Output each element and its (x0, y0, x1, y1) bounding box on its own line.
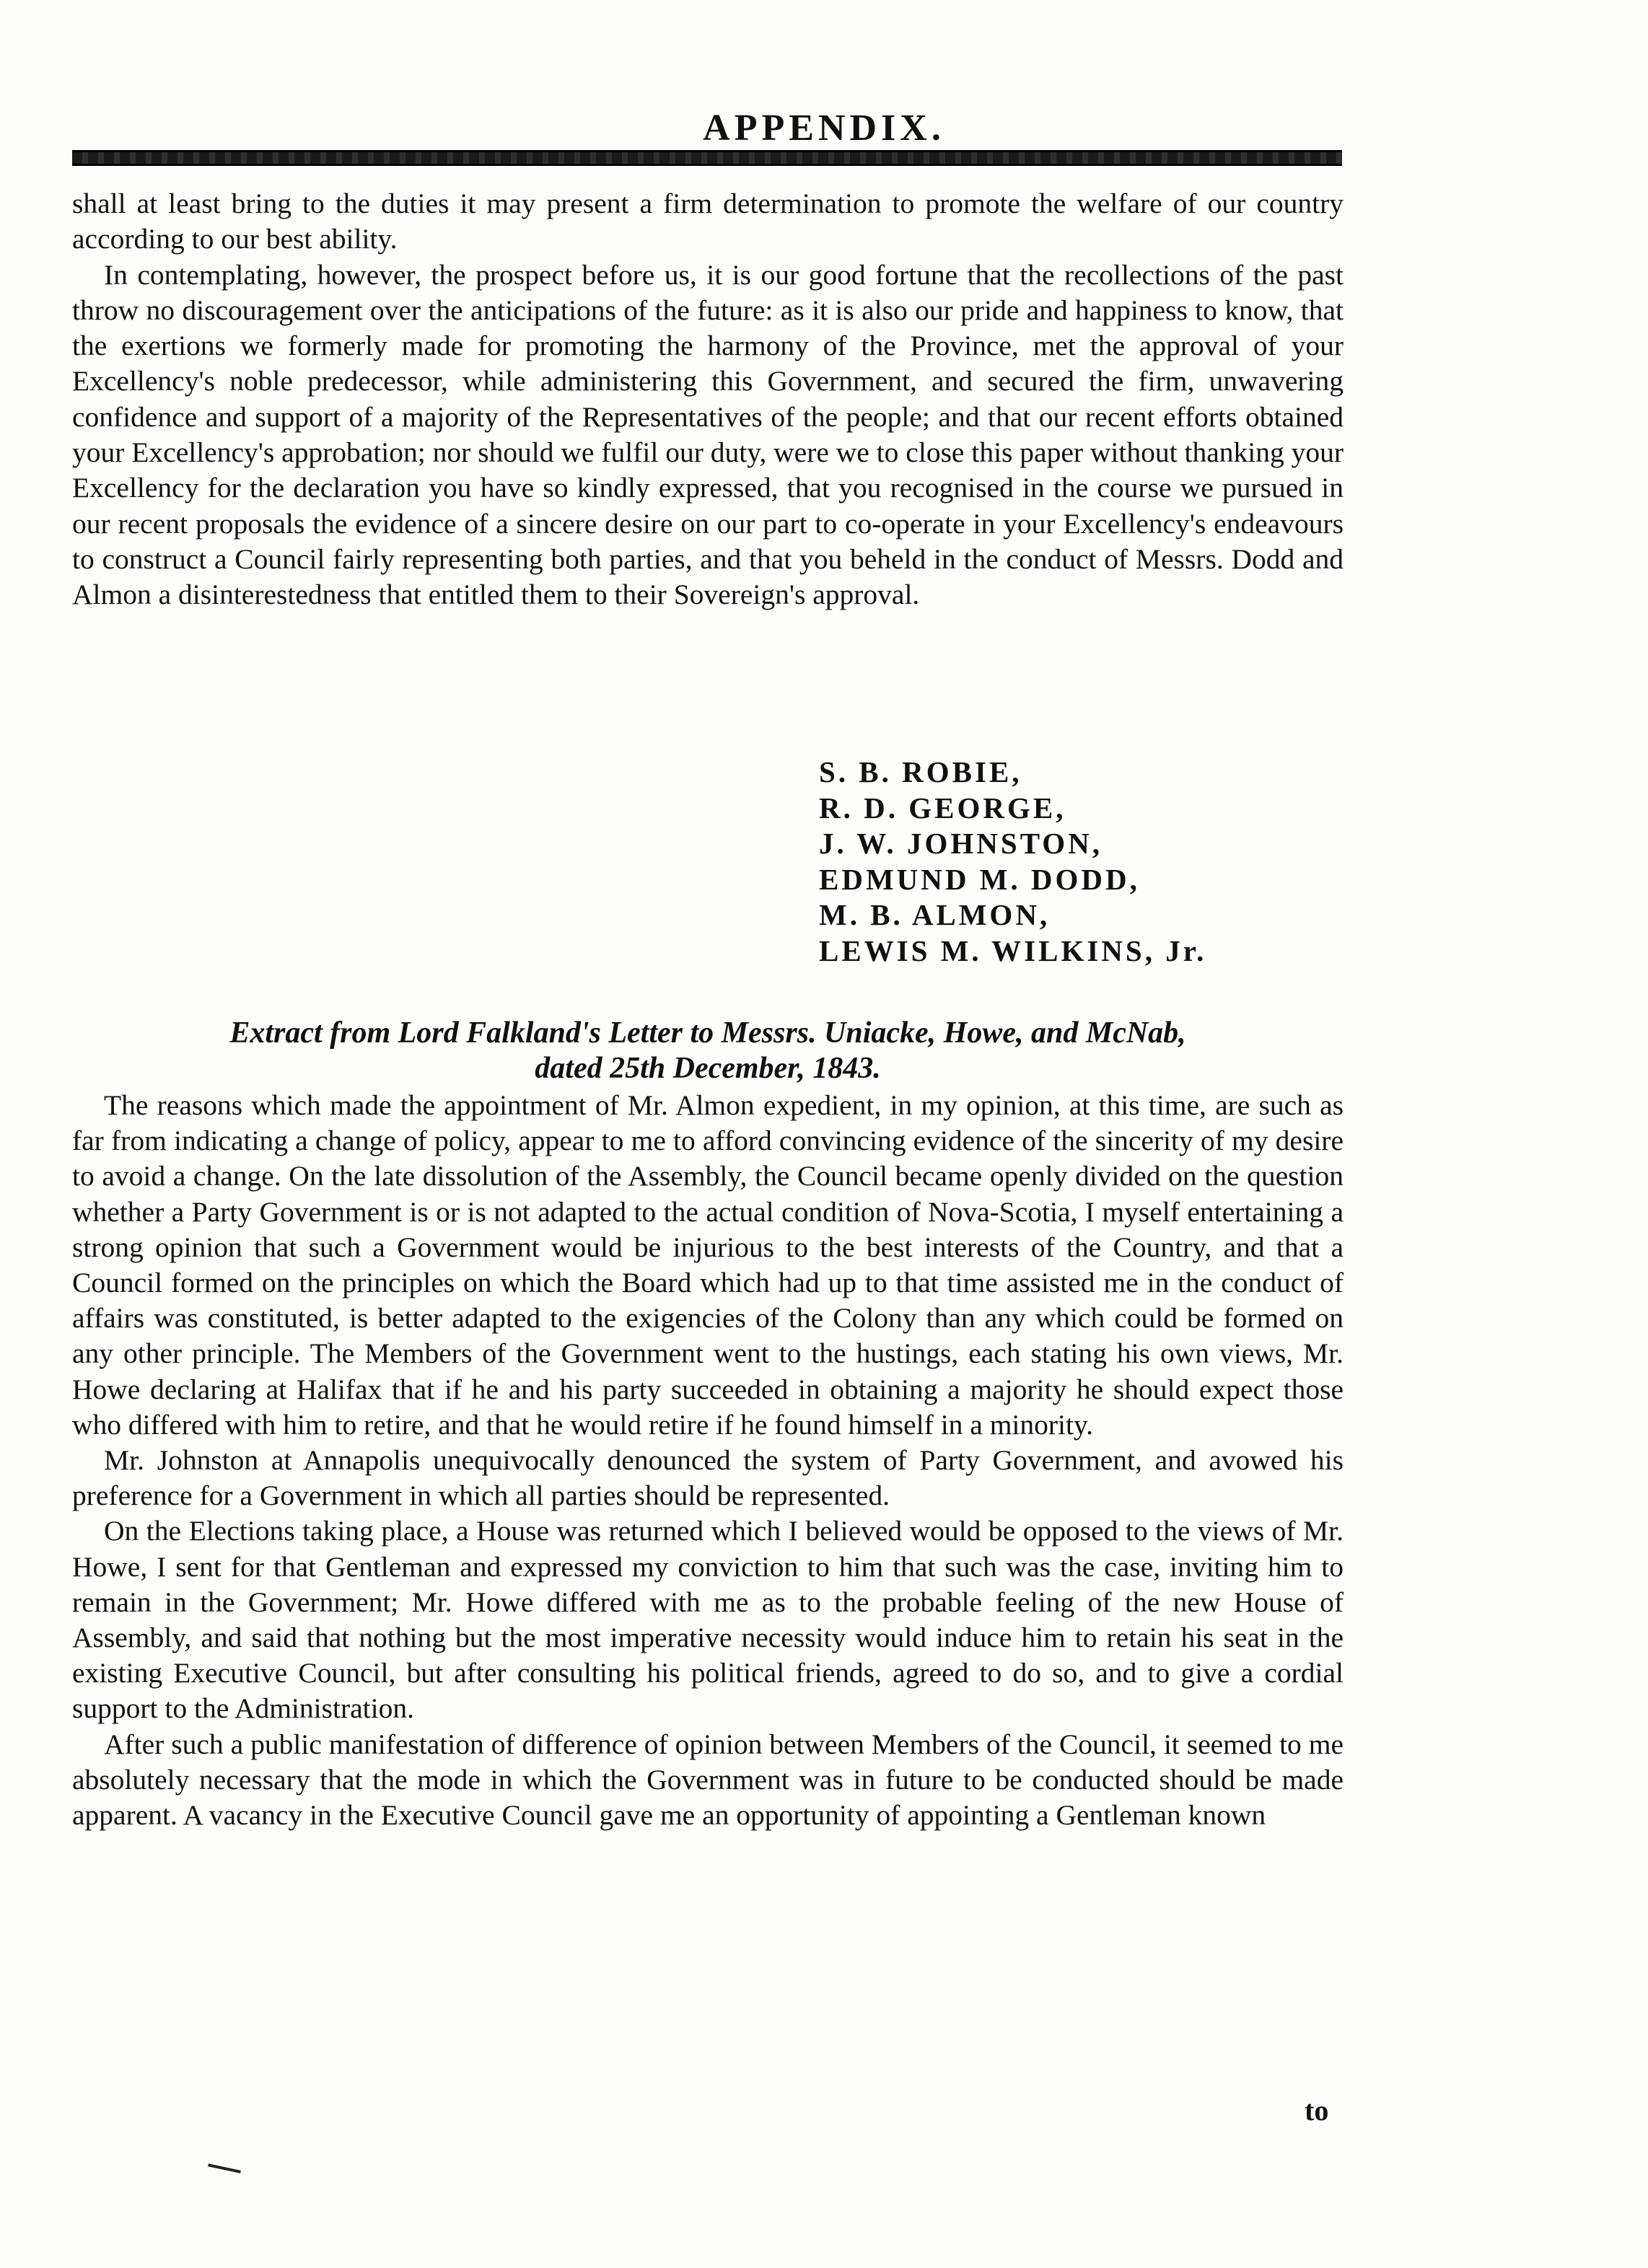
signature: EDMUND M. DODD, (819, 862, 1140, 896)
signature: S. B. ROBIE, (819, 755, 1022, 788)
extract-heading-line: dated 25th December, 1843. (535, 1052, 881, 1085)
signature: M. B. ALMON, (819, 898, 1051, 931)
extract-heading-line: Extract from Lord Falkland's Letter to Messrs. Uniacke, Howe, and McNab, (229, 1016, 1186, 1050)
paragraph: On the Elections taking place, a House was returned which I believed would be opposed to the views of Mr. Howe, I sent for that Gentleman and expressed my conviction to him that such was the case, inviting him to remain in the Government; Mr. Howe differed with me as to the probable feeling of the new House of Assembly, and said that nothing but the most imperative necessity would induce him to retain his seat in the existing Executive Council, but after consulting his political friends, agreed to do so, and to give a cordial support to the Administration. (72, 1515, 1344, 1725)
extract-text (72, 1088, 1344, 1833)
paragraph: shall at least bring to the duties it may present a firm determination to promote the welfare of our country according to our best ability. (72, 188, 1344, 255)
paragraph: After such a public manifestation of difference of opinion between Members of the Council, it seemed to me absolutely necessary that the mode in which the Government was in future to be conducted should be made apparent. A vacancy in the Executive Council gave me an opportunity of appointing a Gentleman known (72, 1728, 1344, 1832)
page-header-title: APPENDIX. (703, 107, 945, 149)
signature-list (819, 755, 1206, 969)
paragraph: In contemplating, however, the prospect before us, it is our good fortune that the recollections of the past throw no discouragement over the anticipations of the future: as it is also our pride and happiness to know, that the exertions we formerly made for promoting the harmony of the Province, met the approval of your Excellency's noble predecessor, while administering this Government, and secured the firm, unwavering confidence and support of a majority of the Representatives of the people; and that our recent efforts obtained your Excellency's approbation; nor should we fulfil our duty, were we to close this paper without thanking your Excellency for the declaration you have so kindly expressed, that you recognised in the course we pursued in our recent proposals the evidence of a sincere desire on our part to co-operate in your Excellency's endeavours to construct a Council fairly representing both parties, and that you beheld in the conduct of Messrs. Dodd and Almon a disinterestedness that entitled them to their Sovereign's approval. (72, 258, 1344, 611)
paragraph: The reasons which made the appointment of Mr. Almon expedient, in my opinion, at this time, are such as far from indicating a change of policy, appear to me to afford convincing evidence of the sincerity of my desire to avoid a change. On the late dissolution of the Assembly, the Council became openly divided on the question whether a Party Government is or is not adapted to the actual condition of Nova-Scotia, I myself entertaining a strong opinion that such a Government would be injurious to the best interests of the Country, and that a Council formed on the principles on which the Board which had up to that time assisted me in the conduct of affairs was constituted, is better adapted to the exigencies of the Colony than any which could be formed on any other principle. The Members of the Government went to the hustings, each stating his own views, Mr. Howe declaring at Halifax that if he and his party succeeded in obtaining a majority he should expect those who differed with him to retire, and that he would retire if he found himself in a minority. (72, 1089, 1344, 1441)
catchword: to (1305, 2094, 1329, 2127)
signature: R. D. GEORGE, (819, 791, 1066, 825)
header-rule (72, 150, 1342, 166)
stray-mark (208, 2163, 241, 2173)
extract-heading (72, 1016, 1344, 1086)
signature: LEWIS M. WILKINS, Jr. (819, 933, 1207, 967)
signature: J. W. JOHNSTON, (819, 827, 1103, 860)
letter-end-text (72, 186, 1344, 613)
paragraph: Mr. Johnston at Annapolis unequivocally denounced the system of Party Government, and avowed his preference for a Government in which all parties should be represented. (72, 1444, 1344, 1512)
